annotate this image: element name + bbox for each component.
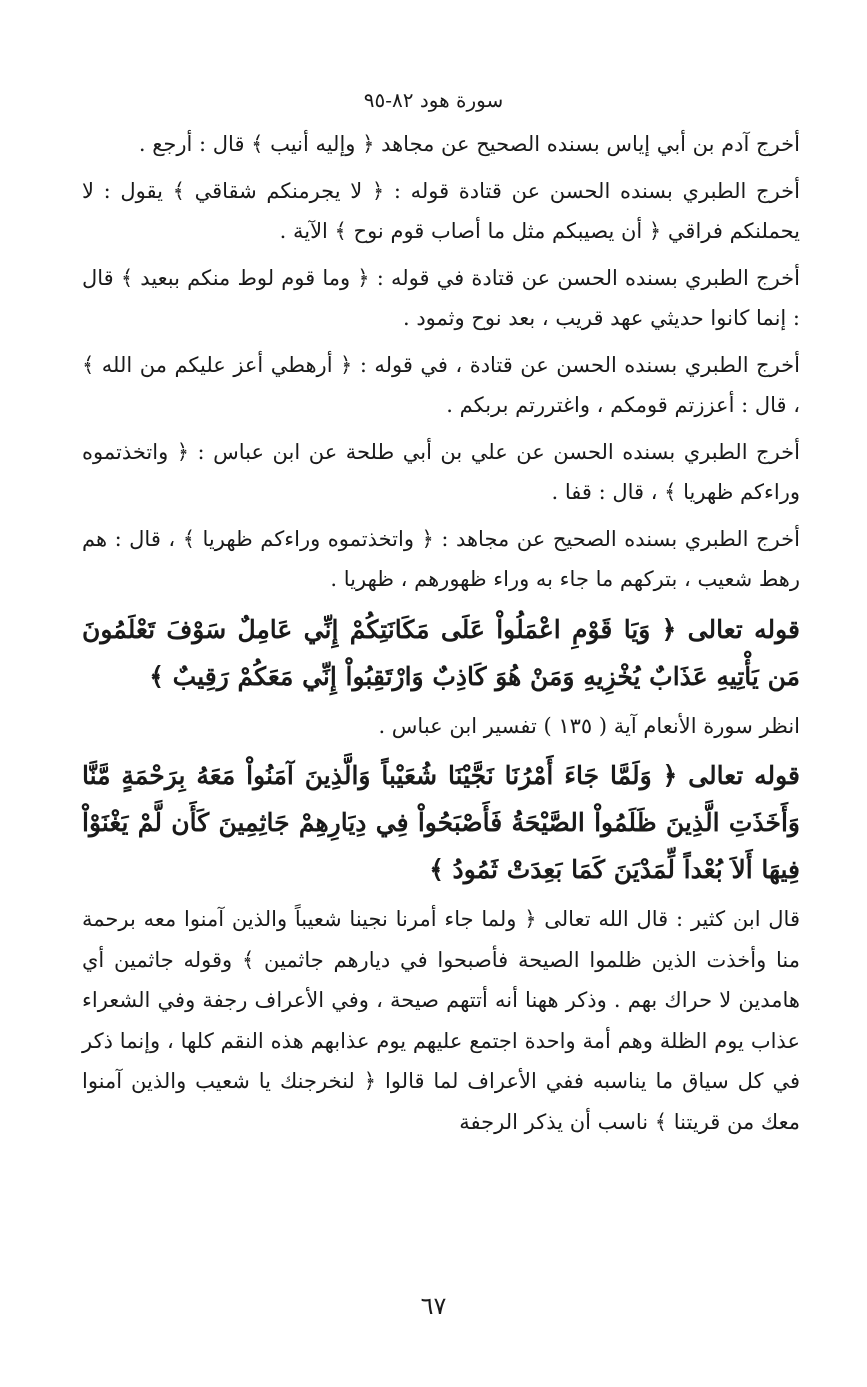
paragraph-3: أخرج الطبري بسنده الحسن عن قتادة في قوله : ﴿ وما قوم لوط منكم ببعيد ﴾ قال : إنما كانوا حديثي عهد قريب ، بعد نوح وثمود . [82,265,800,330]
paragraph-4: أخرج الطبري بسنده الحسن عن قتادة ، في قوله : ﴿ أرهطي أعز عليكم من الله ﴾ ، قال : أعززتم قومكم ، واغتررتم بربكم . [82,352,800,417]
page-body [82,124,800,1148]
paragraph-2: أخرج الطبري بسنده الحسن عن قتادة قوله : ﴿ لا يجرمنكم شقاقي ﴾ يقول : لا يحملنكم فراقي ﴿ أن يصيبكم مثل ما أصاب قوم نوح ﴾ الآية . [82,178,800,243]
verse-heading-1: قوله تعالى ﴿ وَيَا قَوْمِ اعْمَلُواْ عَلَى مَكَانَتِكُمْ إِنِّي عَامِلٌ سَوْفَ تَعْلَمُونَ مَن يَأْتِيهِ عَذَابٌ يُخْزِيهِ وَمَنْ هُوَ كَاذِبٌ وَارْتَقِبُواْ إِنِّي مَعَكُمْ رَقِيبٌ ﴾ [82,614,800,691]
paragraph-6: أخرج الطبري بسنده الصحيح عن مجاهد : ﴿ واتخذتموه وراءكم ظهريا ﴾ ، قال : هم رهط شعيب ، بتركهم ما جاء به وراء ظهورهم ، ظهريا . [82,526,800,591]
paragraph-8: قال ابن كثير : قال الله تعالى ﴿ ولما جاء أمرنا نجينا شعيباً والذين آمنوا معه برحمة منا وأخذت الذين ظلموا الصيحة فأصبحوا في ديارهم جاثمين ﴾ وقوله جاثمين أي هامدين لا حراك بهم . وذكر ههنا أنه أتتهم صيحة ، وفي الأعراف رجفة وفي الشعراء عذاب يوم الظلة وهم أمة واحدة اجتمع عليهم يوم عذابهم هذه النقم كلها ، وإنما ذكر في كل سياق ما يناسبه ففي الأعراف لما قالوا ﴿ لنخرجنك يا شعيب والذين آمنوا معك من قريتنا ﴾ ناسب أن يذكر الرجفة [82,907,800,1134]
paragraph-5: أخرج الطبري بسنده الحسن عن علي بن أبي طلحة عن ابن عباس : ﴿ واتخذتموه وراءكم ظهريا ﴾ ، قال : قفا . [82,439,800,504]
paragraph-1: أخرج آدم بن أبي إياس بسنده الصحيح عن مجاهد ﴿ وإليه أنيب ﴾ قال : أرجع . [138,132,800,156]
paragraph-7: انظر سورة الأنعام آية ( ١٣٥ ) تفسير ابن عباس . [378,713,800,738]
page-number: ٦٧ [420,1292,447,1320]
running-header: سورة هود ٨٢-٩٥ [363,88,504,112]
verse-heading-2: قوله تعالى ﴿ وَلَمَّا جَاءَ أَمْرُنَا نَجَّيْنَا شُعَيْباً وَالَّذِينَ آمَنُواْ مَعَهُ بِرَحْمَةٍ مَّنَّا وَأَخَذَتِ الَّذِينَ ظَلَمُواْ الصَّيْحَةُ فَأَصْبَحُواْ فِي دِيَارِهِمْ جَاثِمِينَ كَأَن لَّمْ يَغْنَوْاْ فِيهَا أَلاَ بُعْداً لِّمَدْيَنَ كَمَا بَعِدَتْ ثَمُودُ ﴾ [82,761,800,884]
